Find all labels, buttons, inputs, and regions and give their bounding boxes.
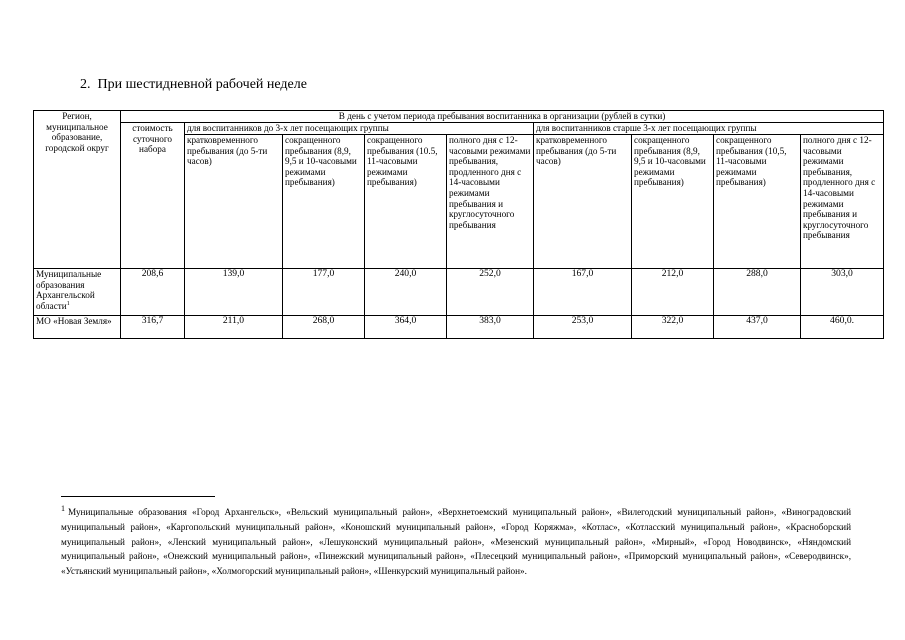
footnote-divider <box>61 496 215 497</box>
value-cell: 252,0 <box>447 269 534 316</box>
tariff-table <box>33 110 884 339</box>
under3-col-header: полного дня с 12-часовыми режимами пребывания, продленного дня с 14-часовыми режимами пребывания и круглосуточного пребывания <box>447 135 534 269</box>
value-cell: 364,0 <box>365 316 447 339</box>
value-cell: 383,0 <box>447 316 534 339</box>
value-cell: 268,0 <box>283 316 365 339</box>
row-name-cell <box>34 316 121 339</box>
over3-col-header: сокращенного пребывания (10,5, 11-часовыми режимами пребывания) <box>714 135 801 269</box>
over3-col-header: сокращенного пребывания (8,9, 9,5 и 10-часовыми режимами пребывания) <box>632 135 714 269</box>
value-cell: 316,7 <box>121 316 185 339</box>
over3-col-header: кратковременного пребывания (до 5-ти часов) <box>534 135 632 269</box>
over3-col-header: полного дня с 12-часовыми режимами пребывания, продленного дня с 14-часовыми режимами пребывания и круглосуточного пребывания <box>801 135 884 269</box>
under3-header: для воспитанников до 3-х лет посещающих группы <box>185 123 534 135</box>
value-cell: 288,0 <box>714 269 801 316</box>
footnote <box>61 505 851 579</box>
over3-header: для воспитанников старше 3-х лет посещающих группы <box>534 123 884 135</box>
value-cell: 139,0 <box>185 269 283 316</box>
row-name: МО «Новая Земля» <box>36 316 112 326</box>
value-cell: 167,0 <box>534 269 632 316</box>
value-cell: 177,0 <box>283 269 365 316</box>
footnote-text: Муниципальные образования «Город Архангельск», «Вельский муниципальный район», «Верхнетоемский муниципальный район», «Вилегодский муниципальный район», «Виноградовский муниципальный район», «Каргопольский муниципальный район», «Коношский муниципальный район», «Город Коряжма», «Котлас», «Котласский муниципальный район», «Красноборский муниципальный район», «Ленский муниципальный район», «Лешуконский муниципальный район», «Мезенский муниципальный район», «Мирный», «Город Новодвинск», «Няндомский муниципальный район», «Онежский муниципальный район», «Пинежский муниципальный район», «Плесецкий муниципальный район», «Приморский муниципальный район», «Северодвинск», «Устьянский муниципальный район», «Холмогорский муниципальный район», «Шенкурский муниципальный район». <box>61 507 851 577</box>
value-cell: 437,0 <box>714 316 801 339</box>
period-group-header: В день с учетом периода пребывания воспитанника в организации (рублей в сутки) <box>121 111 884 123</box>
table-row <box>34 269 884 316</box>
value-cell: 253,0 <box>534 316 632 339</box>
section-heading <box>80 76 307 94</box>
section-title: При шестидневной рабочей неделе <box>97 77 307 92</box>
value-cell: 240,0 <box>365 269 447 316</box>
value-cell: 212,0 <box>632 269 714 316</box>
value-cell: 303,0 <box>801 269 884 316</box>
row-name: Муниципальные образования Архангельской области <box>36 269 102 311</box>
value-cell: 322,0 <box>632 316 714 339</box>
row-name-cell <box>34 269 121 316</box>
under3-col-header: сокращенного пребывания (8,9, 9,5 и 10-часовыми режимами пребывания) <box>283 135 365 269</box>
value-cell: 211,0 <box>185 316 283 339</box>
footnote-mark: 1 <box>61 503 65 513</box>
under3-col-header: сокращенного пребывания (10.5, 11-часовыми режимами пребывания) <box>365 135 447 269</box>
cost-header: стоимость суточного набора <box>121 123 185 269</box>
footnote-ref: 1 <box>66 300 70 307</box>
table-row <box>34 316 884 339</box>
region-header: Регион, муниципальное образование, городской округ <box>34 111 121 269</box>
value-cell: 460,0. <box>801 316 884 339</box>
under3-col-header: кратковременного пребывания (до 5-ти часов) <box>185 135 283 269</box>
section-number: 2. <box>80 77 91 92</box>
value-cell: 208,6 <box>121 269 185 316</box>
